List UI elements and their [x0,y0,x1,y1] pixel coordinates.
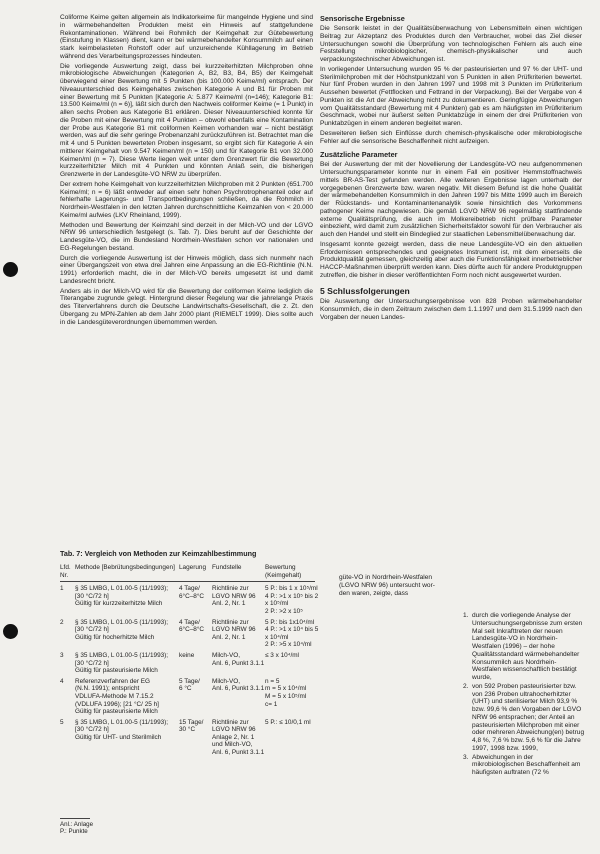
cell-nr: 1 [60,585,64,593]
cell-line: 4 P.: >1 x 10⁵ bis 2 x 10⁵/ml [265,592,319,608]
list-item [463,683,585,753]
left-column [60,14,313,328]
cell-fundstelle [212,719,265,757]
cell-methode [75,719,179,757]
cell-line: (N.N. 1991); entspricht [75,685,140,693]
cell-methode [75,585,179,615]
cell-line: keine [179,651,195,659]
table-row [60,678,315,716]
cell-line: 5 P.: bis 1x10⁴/ml [265,618,315,626]
paragraph: Coliforme Keime gelten allgemein als Indikatorkeime für mangelnde Hygiene und sind in wärmebehandelten Produkten meist ein Hinweis auf stattgefundene Rekontaminationen. Während bei Rohmilch der Keimgehalt zur Gütebewertung (Einstufung in Klassen) dient, kann er bei wärmebehandelter Konsummilch auf einen stark keimbelasteten Rohstoff oder auf unzureichende Kühllagerung im Betrieb während des Verarbeitungsprozesses hindeuten. [60,14,313,60]
cell-line: 6°C–8°C [179,592,205,600]
cell-nr: 5 [60,718,64,726]
paragraph: Insgesamt konnte gezeigt werden, dass die neue Landesgüte-VO ein den aktuellen Erfordernissen entsprechendes und geeignetes Instrument ist, mit dem einerseits die Produktqualität gemessen, gleichzeitig aber auch die Funktionsfähigkeit innerbetrieblicher HACCP-Maßnahmen überprüft werden kann. Dies dürfte auch für andere Produktgruppen zutreffen, die bisher in dieser veröffentlichten Form noch nicht ausgewertet wurden. [320,240,582,279]
cell-line: 15 Tage/ [179,718,204,726]
cell-fundstelle [212,585,265,615]
cell-bewertung [265,719,319,757]
methods-table [60,564,319,760]
list-item [463,612,585,682]
cell-line: Milch-VO, [212,677,241,685]
list-item [463,754,585,777]
cell-line: c= 1 [265,700,278,708]
cell-line: und Milch-VO, [212,741,253,749]
cell-line: 6 °C [179,685,192,693]
cell-line: LGVO NRW 96 [212,626,256,634]
header-lagerung: Lagerung [179,564,207,571]
cell-line: § 35 LMBG, L 01.00-5 (11/1993); [75,651,169,659]
cell-line: [30 °C/72 h] [75,592,109,600]
cell-line: m = 5 x 10⁴/ml [265,685,307,693]
right-column [320,14,582,323]
cell-fundstelle [212,619,265,649]
cell-line: Anl. 6, Punkt 3.1.1 [212,659,265,667]
paragraph: Die Sensorik leistet in der Qualitätsüberwachung von Lebensmitteln einen wichtigen Beitrag zur Akzeptanz des Produktes durch den Verbraucher, wobei das Ziel dieser Untersuchungen sowohl die Überprüfung von technologischen Fehlern als auch eine Feststellung mikrobiologischer, chemisch-physikalischer und auch verpackungstechnischer Abweichungen ist. [320,25,582,63]
table-header-row [60,564,315,582]
table-row [60,585,319,615]
section-heading: 5 Schlussfolgerungen [320,285,410,296]
list-item-number: 2. [463,682,469,690]
cell-lagerung [179,619,212,649]
cell-line: Richtlinie zur [212,718,249,726]
cell-bewertung [265,585,319,615]
paragraph: Anders als in der Milch-VO wird für die Bewertung der coliformen Keime lediglich die Titerangabe zugrunde gelegt. Hintergrund dieser Regelung war die jahrelange Praxis des Titerverfahrens durch die Deutsche Landwirtschafts-Gesellschaft, die z. Zt. den Übergang zu MPN-Zahlen ab dem Jahr 2000 plant (RIEMELT 1999). Dies sollte auch in die Landesgüteverordnungen übernommen werden. [60,287,313,326]
cell-line: 4 P.: >1 x 10⁴ bis 5 x 10⁴/ml [265,626,319,641]
cell-line: Gültig für kurzzeiterhitzte Milch [75,600,163,608]
table-caption [60,549,330,558]
list-item-number: 1. [463,612,469,619]
cell-lagerung [179,652,212,675]
cell-lagerung [179,719,212,757]
header-bewertung: Bewertung (Keimgehalt) [265,564,302,579]
punch-hole-bottom [3,624,18,639]
cell-line: Anl. 6, Punkt 3.1.1 [212,685,265,693]
paragraph: Der extrem hohe Keimgehalt von kurzzeiterhitzten Milchproben mit 2 Punkten (651.700 Keime/ml; n = 6) läßt entweder auf einen sehr hohen Psychrotrophenanteil oder auf fehlerhafte Lagerungs- und Transportbedingungen schließen, da die Rohmilch in Nordrhein-Westfalen in den letzten Jahren durchschnittliche Keimzahlen von < 20.000 Keime/ml aufwies (LKV Rheinland, 1999). [60,180,313,219]
list-item-number: 3. [463,753,469,761]
cell-lagerung [179,585,212,615]
cell-line: Richtlinie zur [212,618,249,626]
cell-line: § 35 LMBG, L 01.00-5 (11/1993); [75,618,169,626]
cell-line: LGVO NRW 96 [212,726,256,734]
conclusions-intro-continued [339,574,435,597]
cell-line: 2 P.: >2 x 10⁵ [265,607,303,615]
paragraph: In vorliegender Untersuchung wurden 95 % der pasteurisierten und 97 % der UHT- und Sterilmilchproben mit der Höchstpunktzahl von 5 Punkten in allen Prüfkriterien bewertet. Nur fünf Proben wurden in den Jahren 1997 und 1998 mit 3 Punkten im Prüfkriterium Aussehen bewertet (Fettflocken und Fettrand in der Verpackung). Bei der Vergabe von 4 Punkten ist die Art der Abweichung nicht zu dokumentieren. Geringfügige Abweichungen vom Qualitätsstandard (Bewertung mit 4 Punkten) gab es am häufigsten im Prüfkriterium Geschmack, wobei nur äußerst selten Punktabzüge in einem der drei Prüfkriterien von Punktabzügen in einem anderen begleitet waren. [320,65,582,127]
cell-line: ≤ 3 x 10⁴/ml [265,651,299,659]
cell-bewertung [265,619,319,649]
cell-methode [75,678,179,716]
table-label: Tab. 7: [60,549,83,558]
cell-line: § 35 LMBG, L 01.00-5 (11/1993); [75,718,169,726]
list-item-text: von 592 Proben pasteurisierter bzw. von 236 Proben ultrahocherhitzter (UHT) und sterilisierter Milch 93,9 % bzw. 99,6 % den Vorgaben der LGVO NRW 96 entsprachen; der Anteil an pasteurisierten Milchproben mit einer oder mehreren Abweichung(en) betrug 4,8 %, 7,6 % bzw. 5,6 % für die Jahre 1997, 1998 bzw. 1999, [472,682,585,752]
header-nr: Lfd. Nr. [60,564,71,579]
header-methode: Methode [Bebrütungsbedingungen] [75,564,175,571]
cell-line: Anl. 6, Punkt 3.1.1 [212,749,265,757]
cell-line: 6°C–8°C [179,626,205,634]
table-footnotes [60,818,94,836]
cell-bewertung [265,678,319,716]
cell-line: Gültig für pasteurisierte Milch [75,708,158,716]
cell-line: Gültig für pasteurisierte Milch [75,667,158,675]
paragraph: Bei der Auswertung der mit der Novellierung der Landesgüte-VO neu aufgenommenen Untersuchungsparameter konnte nur in einem Fall ein positiver Hemmstoffnachweis mittels BR-AS-Test gefunden werden. Alle weiteren Ergebnisse lagen unterhalb der vorgegebenen Grenzwerte bzw. waren negativ. Mit diesem Befund ist die hohe Qualität der wärmebehandelten Konsummilch in den Jahren 1997 bis Mitte 1999 auch im Bereich der Rückstands- und Kontaminantenanalytik sowie hinsichtlich des Vorkommens pathogener Keime nachgewiesen. Die gemäß LGVO NRW 96 regelmäßig stattfindende externe Qualitätsprüfung, die auch im Molkereibetrieb nicht prüfbare Parameter einbezieht, wird damit zum zusätzlichen Sicherheitsfaktor sowohl für den Verbraucher als auch den Handel und stellt ein Bindeglied zur staatlichen Lebensmittelüberwachung dar. [320,161,582,238]
cell-line: Gültig für hocherhitzte Milch [75,633,155,641]
paragraph: Die vorliegende Auswertung zeigt, dass bei kurzzeiterhitzten Milchproben ohne mikrobiologische Abweichungen (Kategorien A, B2, B3, B4, B5) der Keimgehalt überwiegend einer Bewertung mit 5 Punkten (bis 100.000 Keime/ml) entsprach. Der Niveauunterschied des Keimgehaltes zwischen Kategorie A und B1 für Proben mit einer Bewertung mit 5 Punkten [Kategorie A: 5.877 Keime/ml (n=146); Kategorie B1: 13.500 Keime/ml (n = 6)], läßt sich durch den Nachweis coliformer Keime (= 1 Punkt) in allen sechs Proben aus Kategorie B1 erklären. Dieser Niveauunterschied konnte für die Proben mit einer Bewertung mit 4 Punkten – obwohl ebenfalls eine Kontamination der Probe aus Kategorie B1 mit coliformen Keimen vorhanden war – nicht bestätigt werden, was auf die sehr geringe Probenanzahl zurückzuführen ist. Betrachtet man die mit 4 und 5 Punkten bewerteten Proben insgesamt, so ergibt sich für Kategorie A ein mittlerer Keimgehalt von 9.547 Keimen/ml (n = 150) und für Kategorie B1 von 32.000 Keimen/ml (n = 7). Diese Werte liegen weit unter dem Grenzwert für die Bewertung kurzzeiterhitzter Milch mit 4 Punkten und könnten Anlaß sein, die bisherigen Grenzwerte in der Landesgüte-VO NRW zu überprüfen. [60,62,313,178]
cell-nr: 3 [60,651,64,659]
table-row [60,652,315,675]
conclusions-intro: Die Auswertung der Untersuchungsergebnisse von 828 Proben wärmebehandelter Konsummilch, die in dem Zeitraum zwischen dem 1.1.1997 und dem 31.5.1999 nach den Vorgaben der neuen Landes- [320,298,582,321]
cell-nr: 2 [60,618,64,626]
cell-line: n = 5 [265,677,280,685]
cell-line: 30 °C [179,726,196,734]
header-fundstelle: Fundstelle [212,564,242,571]
cell-line: Anl. 2, Nr. 1 [212,633,246,641]
cell-line: Referenzverfahren der EG [75,677,150,685]
paragraph: Durch die vorliegende Auswertung ist der Hinweis möglich, dass sich nunmehr nach einer Übergangszeit von etwa drei Jahren eine Anpassung an die EG-Richtlinie (N.N. 1991) erforderlich macht, die in der Milch-VO bereits umgesetzt ist und damit Landesrecht bricht. [60,254,313,285]
cell-line: Anl. 2, Nr. 1 [212,600,246,608]
cell-line: VDLUFA-Methode M 7.15.2 [75,692,154,700]
conclusions-list [463,612,585,778]
table-row [60,618,319,649]
cell-line: § 35 LMBG, L 01.00-5 (11/1993); [75,585,169,593]
cell-line: [30 °C/72 h] [75,659,109,667]
cell-line: M = 5 x 10⁵/ml [265,692,307,700]
cell-bewertung [265,652,319,675]
punch-hole-top [3,262,18,277]
cell-line: 5 P.: ≤ 10/0,1 ml [265,718,311,726]
cell-line: LGVO NRW 96 [212,592,256,600]
cell-line: Anlage 2, Nr. 1 [212,733,255,741]
section-heading: Sensorische Ergebnisse [320,14,405,23]
list-item-text: durch die vorliegende Analyse der Untersuchungsergebnisse zum ersten Mal seit Inkrafttreten der neuen Landesgüte-VO in Nordrhein-Westfalen (1996) – der hohe Qualitätsstandard wärmebehandelter Konsummilch aus Nordrhein-Westfalen wissenschaftlich bestätigt wurde, [472,612,583,681]
cell-line: 4 Tage/ [179,618,200,626]
cell-line: 4 Tage/ [179,585,200,593]
cell-line: Gültig für UHT- und Sterilmilch [75,733,162,741]
cell-line: (VDLUFA 1996); [21 °C/ 25 h] [75,700,159,708]
cell-line: [30 °C/72 h] [75,626,109,634]
conclusions-intro-line: (LGVO NRW 96) untersucht wor- [339,581,435,589]
cell-line: 5 Tage/ [179,677,200,685]
cell-lagerung [179,678,212,716]
table-title: Vergleich von Methoden zur Keimzahlbestimmung [84,549,257,558]
footnote: P.: Punkte [60,828,88,836]
table-row [60,719,315,757]
cell-line: [30 °C/72 h] [75,726,109,734]
cell-methode [75,652,179,675]
paragraph: Methoden und Bewertung der Keimzahl sind derzeit in der Milch-VO und der LGVO NRW 96 unterschiedlich festgelegt (s. Tab. 7). Dies beruht auf der Geschichte der Landesgüte-VO, die im Bundesland Nordrhein-Westfalen schon vor nationalen und EG-Regelungen bestand. [60,221,313,252]
cell-line: Milch-VO, [212,651,241,659]
cell-line: Richtlinie zur [212,585,249,593]
footnote: Anl.: Anlage [60,821,94,828]
paragraph: Desweiteren ließen sich Einflüsse durch chemisch-physikalische oder mikrobiologische Fehler auf die sensorische Beschaffenheit nicht aufzeigen. [320,129,582,145]
cell-line: 5 P.: bis 1 x 10⁵/ml [265,585,318,593]
cell-fundstelle [212,678,265,716]
cell-nr: 4 [60,677,64,685]
conclusions-intro-line: güte-VO in Nordrhein-Westfalen [339,574,433,581]
cell-line: 2 P.: >5 x 10⁴/ml [265,641,312,649]
cell-fundstelle [212,652,265,675]
cell-methode [75,619,179,649]
conclusions-intro-line: den waren, zeigte, dass [339,589,409,597]
section-heading: Zusätzliche Parameter [320,150,398,160]
list-item-text: Abweichungen in der mikrobiologischen Beschaffenheit am häufigsten auftraten (72 % [472,753,581,776]
